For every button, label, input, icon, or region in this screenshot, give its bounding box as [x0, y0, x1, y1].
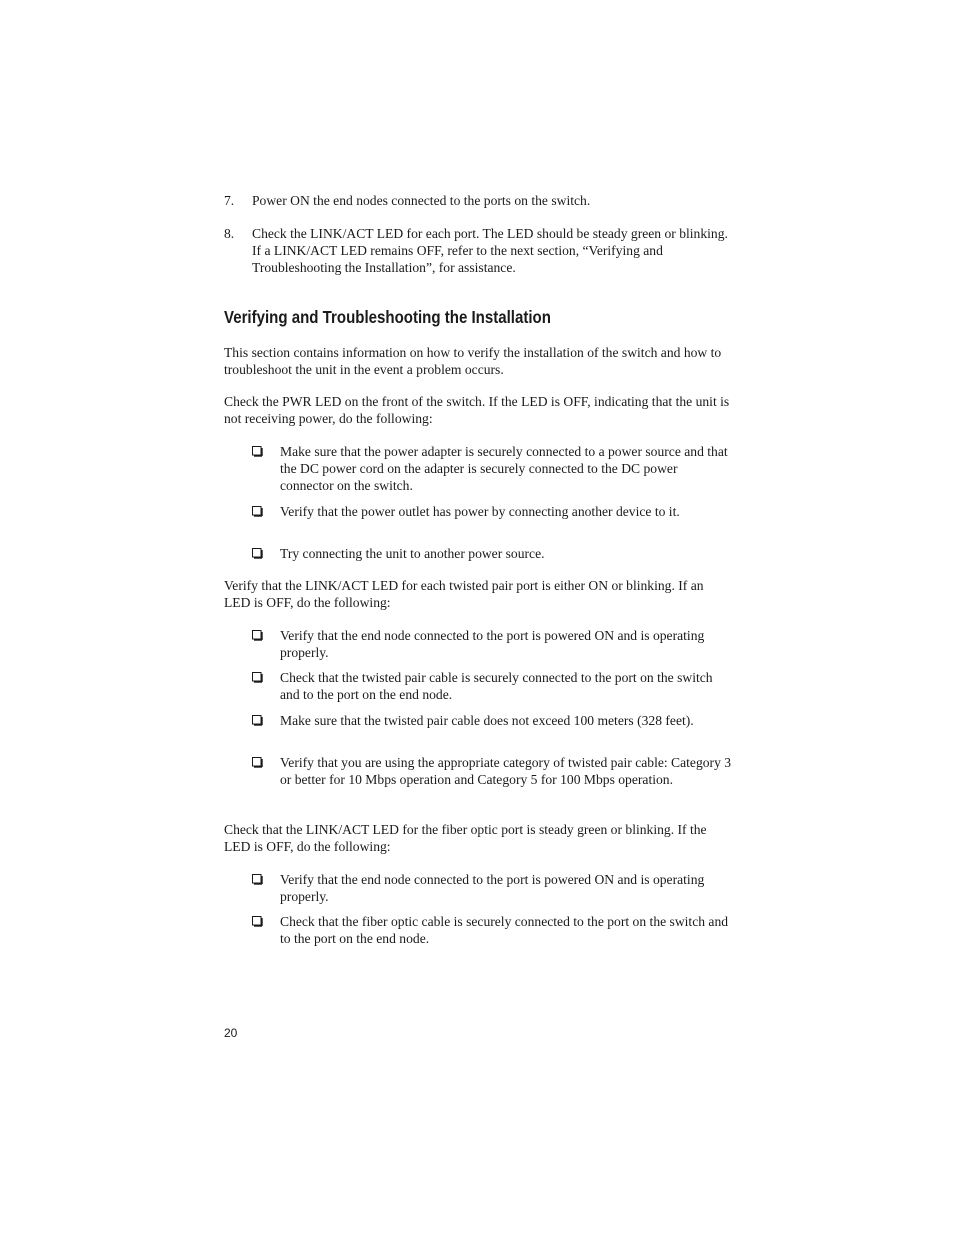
fiber-check-item-1: Verify that the end node connected to the port is powered ON and is operating properly. [280, 872, 705, 904]
checkbox-bullet-icon [252, 757, 263, 768]
step-7-number: 7. [224, 193, 235, 208]
twisted-pair-item-2: Check that the twisted pair cable is securely connected to the port on the switch and to the port on the end node. [280, 670, 713, 702]
checkbox-bullet-icon [252, 715, 263, 726]
checkbox-bullet-icon [252, 916, 263, 927]
step-7-text: Power ON the end nodes connected to the ports on the switch. [252, 193, 591, 208]
checkbox-bullet-icon [252, 630, 263, 641]
twisted-pair-item-4: Verify that you are using the appropriate category of twisted pair cable: Category 3 or better for 10 Mbps operation and Category 5 for 100 Mbps operation. [280, 755, 732, 787]
twisted-pair-item-1: Verify that the end node connected to the port is powered ON and is operating properly. [280, 628, 705, 660]
checkbox-bullet-icon [252, 548, 263, 559]
checkbox-bullet-icon [252, 874, 263, 885]
twisted-pair-paragraph: Verify that the LINK/ACT LED for each twisted pair port is either ON or blinking. If an LED is OFF, do the following: [224, 578, 704, 610]
power-check-item-1: Make sure that the power adapter is securely connected to a power source and that the DC power cord on the adapter is securely connected to the DC power connector on the switch. [280, 444, 728, 493]
intro-paragraph: This section contains information on how to verify the installation of the switch and how to troubleshoot the unit in the event a problem occurs. [224, 345, 722, 377]
checkbox-bullet-icon [252, 506, 263, 517]
step-8-number: 8. [224, 226, 235, 241]
checkbox-bullet-icon [252, 446, 263, 457]
page-number: 20 [224, 1026, 238, 1040]
fiber-check-item-2: Check that the fiber optic cable is securely connected to the port on the switch and to the port on the end node. [280, 914, 729, 946]
power-check-item-3: Try connecting the unit to another power source. [280, 546, 545, 561]
power-check-paragraph: Check the PWR LED on the front of the switch. If the LED is OFF, indicating that the unit is not receiving power, do the following: [224, 394, 730, 426]
checkbox-bullet-icon [252, 672, 263, 683]
step-8-text: Check the LINK/ACT LED for each port. The LED should be steady green or blinking. If a LINK/ACT LED remains OFF, refer to the next section, “Verifying and Troubleshooting the Installation”, for assistance. [252, 226, 728, 275]
fiber-check-paragraph: Check that the LINK/ACT LED for the fiber optic port is steady green or blinking. If the LED is OFF, do the following: [224, 822, 707, 854]
section-heading: Verifying and Troubleshooting the Installation [224, 307, 551, 327]
power-check-item-2: Verify that the power outlet has power by connecting another device to it. [280, 504, 680, 519]
twisted-pair-item-3: Make sure that the twisted pair cable does not exceed 100 meters (328 feet). [280, 713, 694, 728]
